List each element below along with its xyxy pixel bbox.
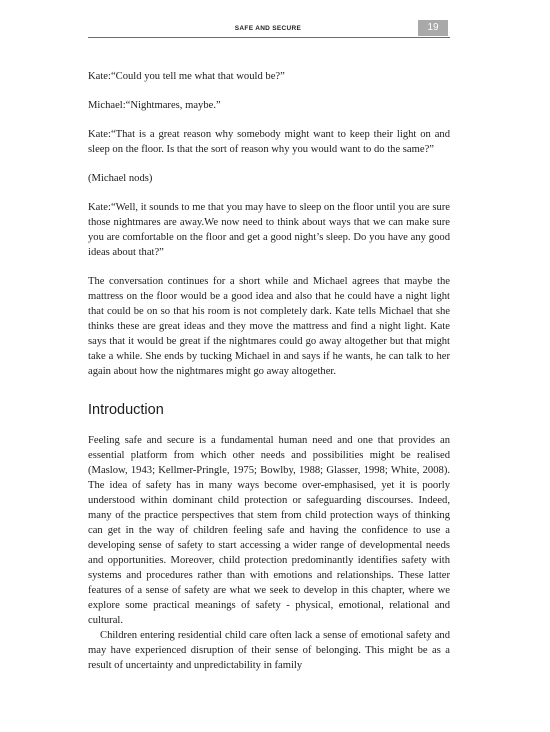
page-number: 19	[418, 20, 448, 36]
stage-direction: (Michael nods)	[88, 173, 153, 184]
page-body	[88, 69, 450, 673]
header-rule	[88, 37, 450, 38]
body-paragraph: Feeling safe and secure is a fundamental human need and one that provides an essential platform from which other needs and possibilities might be realised (Maslow, 1943; Kellmer-Pringle, 1975; Bowlby, 1988; Glasser, 1998; White, 2008). The idea of safety has in many ways become over-emphasised, yet it is poorly understood within dominant child protection or safeguarding discourses. Indeed, many of the practice perspectives that stem from child protection ways of thinking can get in the way of children feeling safe and having the confidence to use a developing sense of safety to start accessing a wider range of developmental needs and opportunities. Moreover, child protection predominantly identifies safety with systems and procedures rather than with emotions and relationships. These latter features of a sense of safety are what we seek to develop in this chapter, where we explore some practical meanings of safety - physical, emotional, relational and cultural.	[88, 435, 450, 626]
running-title: SAFE AND SECURE	[234, 25, 302, 32]
dialogue-line: Kate:“Could you tell me what that would be?”	[88, 71, 285, 82]
dialogue-line: Michael:“Nightmares, maybe.”	[88, 100, 221, 111]
dialogue-line: Kate:“That is a great reason why somebody might want to keep their light on and sleep on the floor. Is that the sort of reason why you would want to do the same?”	[88, 129, 450, 155]
running-head	[88, 20, 448, 38]
dialogue-line: Kate:“Well, it sounds to me that you may have to sleep on the floor until you are sure those nightmares are away.We now need to think about ways that we can make sure you are comfortable on the floor and get a good night’s sleep. Do you have any good ideas about that?”	[88, 202, 450, 258]
narrative-paragraph: The conversation continues for a short while and Michael agrees that maybe the mattress on the floor would be a good idea and also that he could have a night light that could be on so that his room is not completely dark. Kate tells Michael that she thinks these are great ideas and they move the mattress and find a night light. Kate says that it would be great if the nightmares could go away altogether but that might take a while. She ends by tucking Michael in and says if he wants, he can talk to her again about how the nightmares might go away altogether.	[88, 276, 450, 377]
body-paragraph: Children entering residential child care often lack a sense of emotional safety and may have experienced disruption of their sense of belonging. This might be as a result of uncertainty and unpredictability in family	[88, 630, 450, 671]
section-heading: Introduction	[88, 402, 164, 418]
